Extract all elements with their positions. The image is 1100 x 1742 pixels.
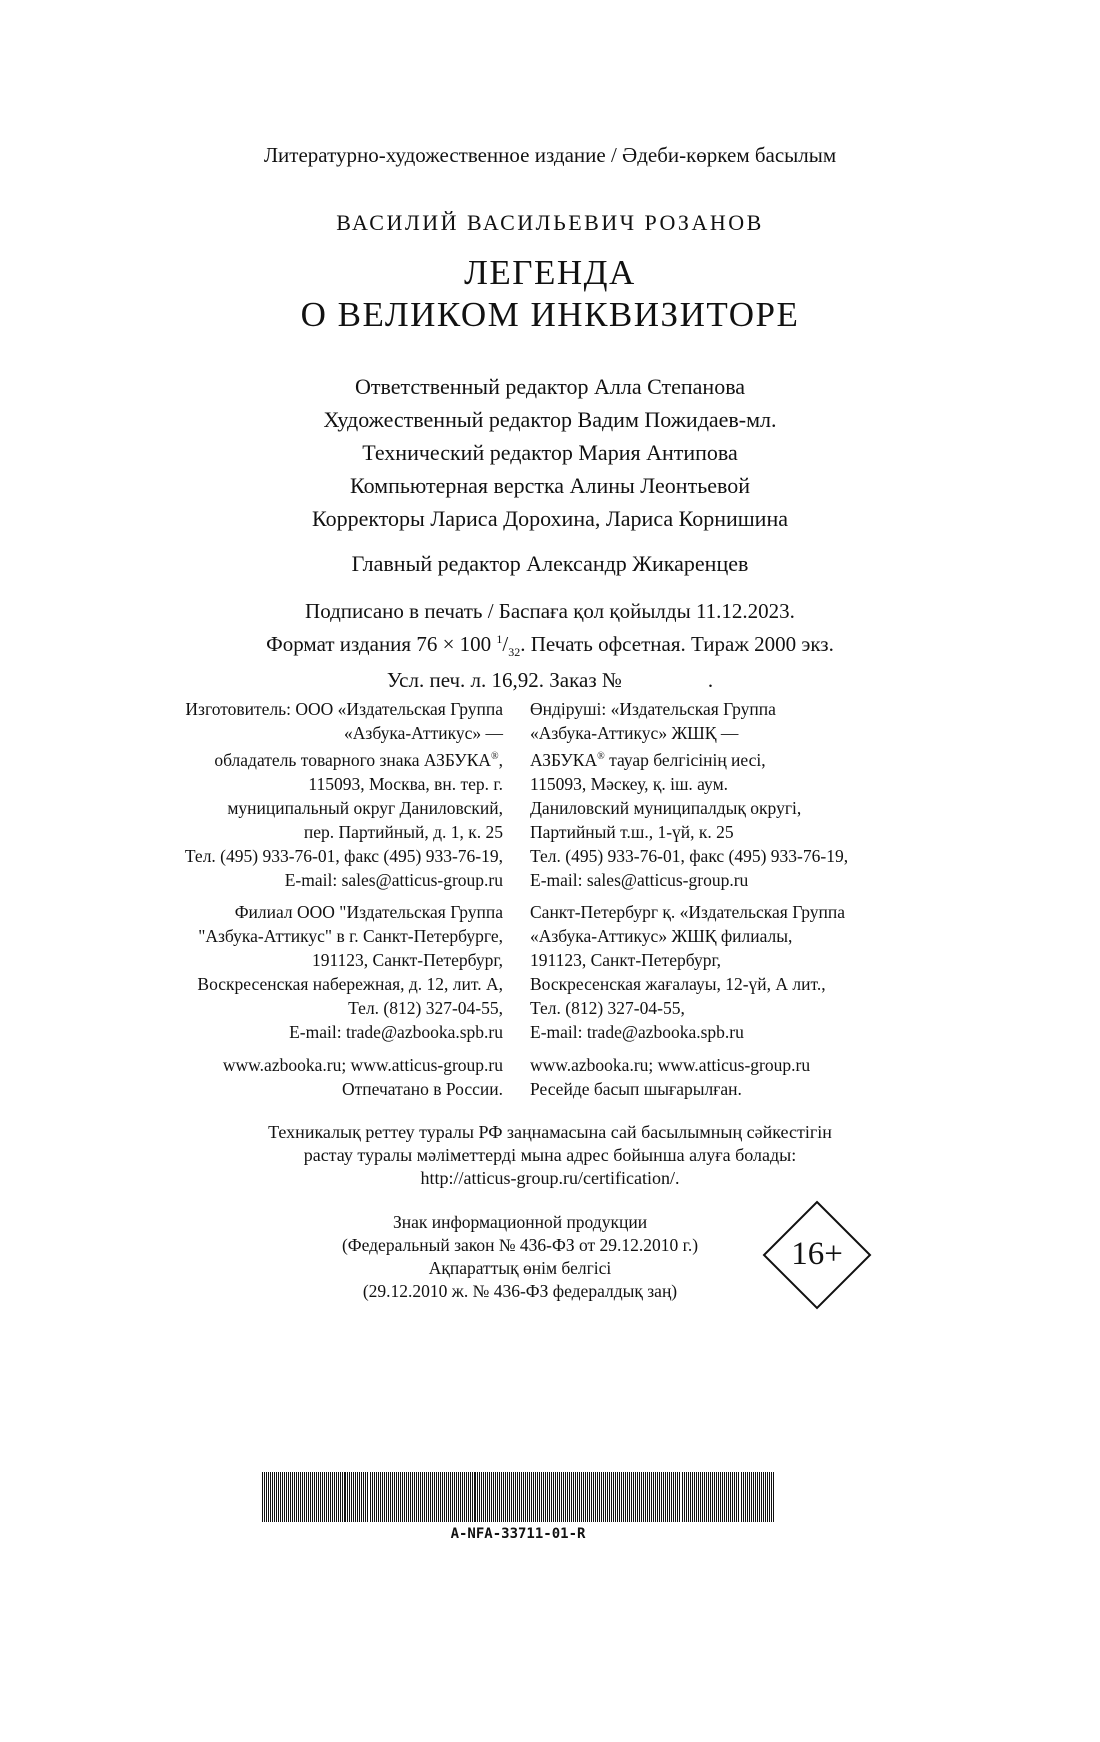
barcode-bar	[396, 1472, 397, 1522]
barcode-bar	[625, 1472, 626, 1522]
barcode-bar	[728, 1472, 729, 1522]
barcode-bar	[268, 1472, 269, 1522]
barcode-bar	[298, 1472, 299, 1522]
barcode-bar	[585, 1472, 586, 1522]
barcode-bar	[324, 1472, 325, 1522]
barcode-bar	[557, 1472, 558, 1522]
barcode-bar	[769, 1472, 770, 1522]
barcode-bar	[278, 1472, 279, 1522]
barcode-bar	[716, 1472, 717, 1522]
barcode-bar	[555, 1472, 556, 1522]
barcode-bar	[771, 1472, 772, 1522]
barcode-bar	[408, 1472, 409, 1522]
barcode-bar	[326, 1472, 327, 1522]
barcode-bar	[357, 1472, 358, 1522]
barcode-bar	[553, 1472, 554, 1522]
barcode-bar	[402, 1472, 403, 1522]
barcode-bar	[575, 1472, 576, 1522]
barcode-bar	[511, 1472, 512, 1522]
barcode-bar	[732, 1472, 733, 1522]
barcode-bar	[302, 1472, 303, 1522]
barcode-bar	[426, 1472, 427, 1522]
barcode-bar	[284, 1472, 285, 1522]
barcode-bar	[432, 1472, 433, 1522]
barcode-bar	[765, 1472, 766, 1522]
barcode-bar	[637, 1472, 638, 1522]
barcode-bar	[523, 1472, 524, 1522]
barcode-bar	[679, 1472, 680, 1522]
barcode-bar	[541, 1472, 542, 1522]
barcode-bar	[521, 1472, 522, 1522]
barcode-bar	[741, 1472, 742, 1522]
barcode-bar	[388, 1472, 389, 1522]
barcode-bar	[579, 1472, 580, 1522]
barcode-bar	[479, 1472, 480, 1522]
certification-url: http://atticus-group.ru/certification/.	[420, 1168, 680, 1188]
barcode-bar	[726, 1472, 727, 1522]
barcode-bar	[361, 1472, 362, 1522]
barcode-bar	[753, 1472, 754, 1522]
barcode-bar	[667, 1472, 668, 1522]
barcode-bar	[316, 1472, 317, 1522]
barcode-bar	[567, 1472, 568, 1522]
barcode-bar	[641, 1472, 642, 1522]
barcode-bar	[519, 1472, 520, 1522]
barcode-bar	[714, 1472, 715, 1522]
barcode-bar	[394, 1472, 395, 1522]
barcode-bar	[378, 1472, 379, 1522]
barcode-bar	[690, 1472, 691, 1522]
barcode-bar	[535, 1472, 536, 1522]
barcode-bar	[696, 1472, 697, 1522]
barcode-bar	[468, 1472, 469, 1522]
barcode-bar	[382, 1472, 383, 1522]
barcode-bar	[460, 1472, 461, 1522]
barcode-bar	[304, 1472, 305, 1522]
barcode-bar	[761, 1472, 762, 1522]
barcode-bar	[738, 1472, 739, 1522]
barcode-bar	[363, 1472, 364, 1522]
barcode-bar	[627, 1472, 628, 1522]
barcode-bar	[513, 1472, 514, 1522]
barcode-bar	[347, 1472, 348, 1522]
barcode-bar	[374, 1472, 375, 1522]
barcode-bar	[272, 1472, 273, 1522]
barcode-bar	[539, 1472, 540, 1522]
barcode-bar	[759, 1472, 760, 1522]
barcode-bar	[589, 1472, 590, 1522]
barcode-bar	[462, 1472, 463, 1522]
barcode-bar	[607, 1472, 608, 1522]
barcode-bar	[454, 1472, 455, 1522]
barcode-bar	[390, 1472, 391, 1522]
barcode-bar	[424, 1472, 425, 1522]
barcode-bar	[270, 1472, 271, 1522]
barcode-bar	[603, 1472, 604, 1522]
barcode-bar	[571, 1472, 572, 1522]
barcode-bar	[533, 1472, 534, 1522]
print-info	[0, 597, 1100, 694]
barcode-bar	[282, 1472, 283, 1522]
signed-date: Подписано в печать / Баспаға қол қойылды 11.12.2023.	[305, 599, 795, 623]
barcode-bar	[543, 1472, 544, 1522]
barcode-bar	[353, 1472, 354, 1522]
barcode-bar	[306, 1472, 307, 1522]
barcode-bar	[515, 1472, 516, 1522]
barcode-bar	[745, 1472, 746, 1522]
edition-type: Литературно-художественное издание / Әдеби-көркем басылым	[263, 143, 837, 167]
barcode-bar	[549, 1472, 550, 1522]
barcode-bar	[312, 1472, 313, 1522]
barcode-bar	[545, 1472, 546, 1522]
barcode-bar	[456, 1472, 457, 1522]
branch-kz: Санкт-Петербург қ. «Издательская Группа «Азбука-Аттикус» ЖШҚ филиалы, 191123, Санкт-Петербург, Воскресенская жағалауы, 12-үй, А лит., Тел. (812) 327-04-55, E-mail: trade@azbooka.spb.ru	[530, 902, 845, 1042]
barcode-bar	[472, 1472, 473, 1522]
barcode-bar	[434, 1472, 435, 1522]
barcode-bar	[414, 1472, 415, 1522]
barcode-bar	[573, 1472, 574, 1522]
barcode-bar	[420, 1472, 421, 1522]
barcode-bar	[563, 1472, 564, 1522]
barcode-bar	[633, 1472, 634, 1522]
barcode-bar	[412, 1472, 413, 1522]
barcode-bar	[509, 1472, 510, 1522]
barcode-bar	[501, 1472, 502, 1522]
barcode-bar	[601, 1472, 602, 1522]
barcode-bar	[675, 1472, 676, 1522]
barcode-bar	[587, 1472, 588, 1522]
info-product-sign: Знак информационной продукции (Федеральный закон № 436-ФЗ от 29.12.2010 г.) Ақпараттық өнім белгісі (29.12.2010 ж. № 436-ФЗ федералдық заң)	[341, 1212, 699, 1301]
website-links: www.azbooka.ru; www.atticus-group.ru	[530, 1055, 811, 1075]
barcode-bar	[547, 1472, 548, 1522]
barcode-bar	[621, 1472, 622, 1522]
barcode-bar	[428, 1472, 429, 1522]
barcode-bar	[747, 1472, 748, 1522]
barcode-bar	[597, 1472, 598, 1522]
barcode-bar	[322, 1472, 323, 1522]
barcode-bar	[659, 1472, 660, 1522]
barcode-bar	[416, 1472, 417, 1522]
barcode-bar	[635, 1472, 636, 1522]
barcode-bar	[446, 1472, 447, 1522]
barcode-bar	[422, 1472, 423, 1522]
barcode-bar	[682, 1472, 683, 1522]
title-line: О ВЕЛИКОМ ИНКВИЗИТОРЕ	[300, 295, 800, 334]
barcode-bar	[623, 1472, 624, 1522]
credit-line: Художественный редактор Вадим Пожидаев-мл.	[323, 407, 777, 432]
barcode-bar	[497, 1472, 498, 1522]
barcode-bar	[376, 1472, 377, 1522]
barcode-bar	[290, 1472, 291, 1522]
barcode-bar	[577, 1472, 578, 1522]
format-line: Формат издания 76 × 100 $^1/_{32}$. Печать офсетная. Тираж 2000 экз.	[266, 632, 834, 660]
barcode-bar	[474, 1472, 476, 1522]
barcode-bar	[653, 1472, 654, 1522]
barcode-bar	[483, 1472, 484, 1522]
barcode-bar	[286, 1472, 287, 1522]
barcode-bar	[704, 1472, 705, 1522]
barcode-bar	[700, 1472, 701, 1522]
barcode-bar	[448, 1472, 449, 1522]
barcode-bar	[609, 1472, 610, 1522]
barcode-bar	[569, 1472, 570, 1522]
barcode-bar	[300, 1472, 301, 1522]
barcode-bar	[444, 1472, 445, 1522]
barcode-bar	[591, 1472, 592, 1522]
barcode-bar	[296, 1472, 297, 1522]
barcode-bar	[320, 1472, 321, 1522]
manufacturer-kz: Өндіруші: «Издательская Группа «Азбука-Аттикус» ЖШҚ — АЗБУКА® тауар белгісінің иесі, 115093, Мәскеу, қ. іш. аум. Даниловский муниципалдық округі, Партийный т.ш., 1-үй, к. 25 Тел. (495) 933-76-01, факс (495) 933-76-19, E-mail: sales@atticus-group.ru	[530, 699, 849, 890]
barcode-bar	[694, 1472, 695, 1522]
title-line: ЛЕГЕНДА	[464, 253, 636, 292]
tech-regulation: Техникалық реттеу туралы РФ заңнамасына сай басылымның сәйкестігін растау туралы мәліметтерді мына адрес бойынша алуға болады: http://atticus-group.ru/certification/.	[0, 1121, 1100, 1190]
barcode-bar	[730, 1472, 731, 1522]
barcode-bar	[706, 1472, 707, 1522]
barcode-bar	[262, 1472, 263, 1522]
barcode-bar	[485, 1472, 486, 1522]
barcode-bar	[503, 1472, 504, 1522]
barcode-bar	[688, 1472, 689, 1522]
barcode-bar	[718, 1472, 719, 1522]
barcode-bar	[477, 1472, 478, 1522]
barcode-bar	[355, 1472, 356, 1522]
barcode-bar	[318, 1472, 319, 1522]
barcode-bar	[330, 1472, 331, 1522]
barcode-bar	[537, 1472, 538, 1522]
barcode-bar	[418, 1472, 419, 1522]
barcode-bar	[663, 1472, 664, 1522]
barcode-bar	[359, 1472, 360, 1522]
barcode-bar	[631, 1472, 632, 1522]
barcode-bar	[380, 1472, 381, 1522]
barcode-bar	[266, 1472, 267, 1522]
barcode-bar	[450, 1472, 451, 1522]
barcode-bar	[751, 1472, 752, 1522]
barcode-bar	[400, 1472, 401, 1522]
barcode-bar	[365, 1472, 366, 1522]
barcode-bar	[334, 1472, 335, 1522]
barcode-bar	[505, 1472, 506, 1522]
barcode-bar	[669, 1472, 670, 1522]
website-links: www.azbooka.ru; www.atticus-group.ru	[222, 1055, 503, 1075]
barcode-bar	[743, 1472, 744, 1522]
barcode-bar	[649, 1472, 650, 1522]
credit-line: Корректоры Лариса Дорохина, Лариса Корнишина	[311, 506, 788, 531]
barcode-bar	[386, 1472, 387, 1522]
barcode-bar	[466, 1472, 467, 1522]
barcode-bar	[491, 1472, 492, 1522]
barcode-bar	[438, 1472, 439, 1522]
author-name: ВАСИЛИЙ ВАСИЛЬЕВИЧ РОЗАНОВ	[336, 210, 764, 235]
barcode-bar	[264, 1472, 265, 1522]
barcode-bar	[611, 1472, 612, 1522]
barcode-bar	[722, 1472, 723, 1522]
barcode-bar	[338, 1472, 339, 1522]
barcode-bar	[702, 1472, 703, 1522]
barcode-bar	[561, 1472, 562, 1522]
barcode-bar	[615, 1472, 616, 1522]
barcode-bar	[464, 1472, 465, 1522]
barcode-bar	[617, 1472, 618, 1522]
barcode-bar	[639, 1472, 640, 1522]
barcode-bar	[517, 1472, 518, 1522]
barcode-bar	[370, 1472, 371, 1522]
barcode-bar	[565, 1472, 566, 1522]
barcode-bar	[755, 1472, 756, 1522]
barcode-bar	[340, 1472, 341, 1522]
barcode-bar	[708, 1472, 709, 1522]
barcode-bar	[292, 1472, 293, 1522]
barcode-bar	[629, 1472, 630, 1522]
barcode-bar	[763, 1472, 764, 1522]
barcode-bar	[710, 1472, 711, 1522]
barcode-bar	[344, 1472, 346, 1522]
barcode-bar	[643, 1472, 644, 1522]
order-line: Усл. печ. л. 16,92. Заказ № .	[386, 668, 714, 693]
barcode-bar	[288, 1472, 289, 1522]
barcode-bar	[493, 1472, 494, 1522]
barcode-bar	[489, 1472, 490, 1522]
barcode-bar	[404, 1472, 405, 1522]
barcode-bar	[698, 1472, 699, 1522]
barcode-bar	[712, 1472, 713, 1522]
barcode-bar	[280, 1472, 281, 1522]
barcode-bar	[661, 1472, 662, 1522]
barcode-bar	[436, 1472, 437, 1522]
barcode-bar	[308, 1472, 309, 1522]
barcode-bar	[677, 1472, 678, 1522]
barcode-bar	[487, 1472, 488, 1522]
barcode-bar	[276, 1472, 277, 1522]
credit-line: Технический редактор Мария Антипова	[362, 440, 738, 465]
branch-ru: Филиал ООО "Издательская Группа "Азбука-Аттикус" в г. Санкт-Петербурге, 191123, Санкт-Петербург, Воскресенская набережная, д. 12, лит. А, Тел. (812) 327-04-55, E-mail: trade@azbooka.spb.ru	[197, 902, 503, 1042]
age-rating: 16+	[791, 1236, 843, 1272]
barcode-bar	[595, 1472, 596, 1522]
barcode-bar	[551, 1472, 552, 1522]
barcode-bar	[440, 1472, 441, 1522]
barcode-bar	[342, 1472, 343, 1522]
book-title	[0, 252, 1100, 336]
barcode-bar	[673, 1472, 674, 1522]
barcode-bar	[351, 1472, 352, 1522]
barcode-bar	[452, 1472, 453, 1522]
chief-editor: Главный редактор Александр Жикаренцев	[351, 551, 749, 576]
barcode-icon	[262, 1472, 774, 1522]
barcode-bar	[613, 1472, 614, 1522]
barcode-bar	[458, 1472, 459, 1522]
barcode-bar	[657, 1472, 658, 1522]
credit-line: Ответственный редактор Алла Степанова	[354, 374, 746, 399]
barcode-bar	[665, 1472, 666, 1522]
barcode-bar	[294, 1472, 295, 1522]
barcode-bar	[410, 1472, 411, 1522]
barcode-bar	[531, 1472, 532, 1522]
barcode-bar	[757, 1472, 758, 1522]
barcode-bar	[684, 1472, 685, 1522]
barcode-bar	[406, 1472, 407, 1522]
barcode-bar	[470, 1472, 471, 1522]
credits-list	[0, 370, 1100, 535]
barcode-bar	[398, 1472, 399, 1522]
barcode-bar	[619, 1472, 620, 1522]
barcode-bar	[599, 1472, 600, 1522]
barcode-bar	[372, 1472, 373, 1522]
barcode-bar	[274, 1472, 275, 1522]
web-ru: www.azbooka.ru; www.atticus-group.ru Отпечатано в России.	[222, 1055, 503, 1099]
credit-line: Компьютерная верстка Алины Леонтьевой	[349, 473, 751, 498]
barcode-bar	[559, 1472, 560, 1522]
barcode-bar	[314, 1472, 315, 1522]
barcode-bar	[720, 1472, 721, 1522]
barcode-bar	[581, 1472, 582, 1522]
barcode-bar	[367, 1472, 368, 1522]
barcode-bar	[593, 1472, 594, 1522]
barcode-bar	[734, 1472, 735, 1522]
barcode-bar	[605, 1472, 606, 1522]
barcode-bar	[773, 1472, 774, 1522]
barcode-bar	[349, 1472, 350, 1522]
barcode-bar	[481, 1472, 482, 1522]
barcode-bar	[647, 1472, 648, 1522]
barcode-bar	[736, 1472, 737, 1522]
barcode-bar	[749, 1472, 750, 1522]
barcode-bar	[525, 1472, 526, 1522]
barcode-bar	[767, 1472, 768, 1522]
barcode-bar	[686, 1472, 687, 1522]
barcode-bar	[328, 1472, 329, 1522]
barcode-bar	[430, 1472, 431, 1522]
barcode-bar	[583, 1472, 584, 1522]
barcode-bar	[384, 1472, 385, 1522]
barcode-bar	[336, 1472, 337, 1522]
barcode-bar	[527, 1472, 528, 1522]
web-kz: www.azbooka.ru; www.atticus-group.ru Ресейде басып шығарылған.	[530, 1055, 811, 1099]
barcode-bar	[332, 1472, 333, 1522]
barcode-bar	[495, 1472, 496, 1522]
barcode-bar	[507, 1472, 508, 1522]
barcode-bar	[442, 1472, 443, 1522]
barcode-bar	[310, 1472, 311, 1522]
barcode-bar	[671, 1472, 672, 1522]
barcode-bar	[651, 1472, 652, 1522]
barcode-bar	[529, 1472, 530, 1522]
barcode-bar	[499, 1472, 500, 1522]
barcode-bar	[724, 1472, 725, 1522]
barcode-bar	[645, 1472, 646, 1522]
barcode-code: A-NFA-33711-01-R	[450, 1526, 586, 1542]
barcode-bar	[655, 1472, 656, 1522]
barcode-bar	[392, 1472, 393, 1522]
manufacturer-ru: Изготовитель: ООО «Издательская Группа «Азбука-Аттикус» — обладатель товарного знака АЗБУКА®, 115093, Москва, вн. тер. г. муниципальный округ Даниловский, пер. Партийный, д. 1, к. 25 Тел. (495) 933-76-01, факс (495) 933-76-19, E-mail: sales@atticus-group.ru	[184, 699, 503, 890]
barcode-bar	[692, 1472, 693, 1522]
